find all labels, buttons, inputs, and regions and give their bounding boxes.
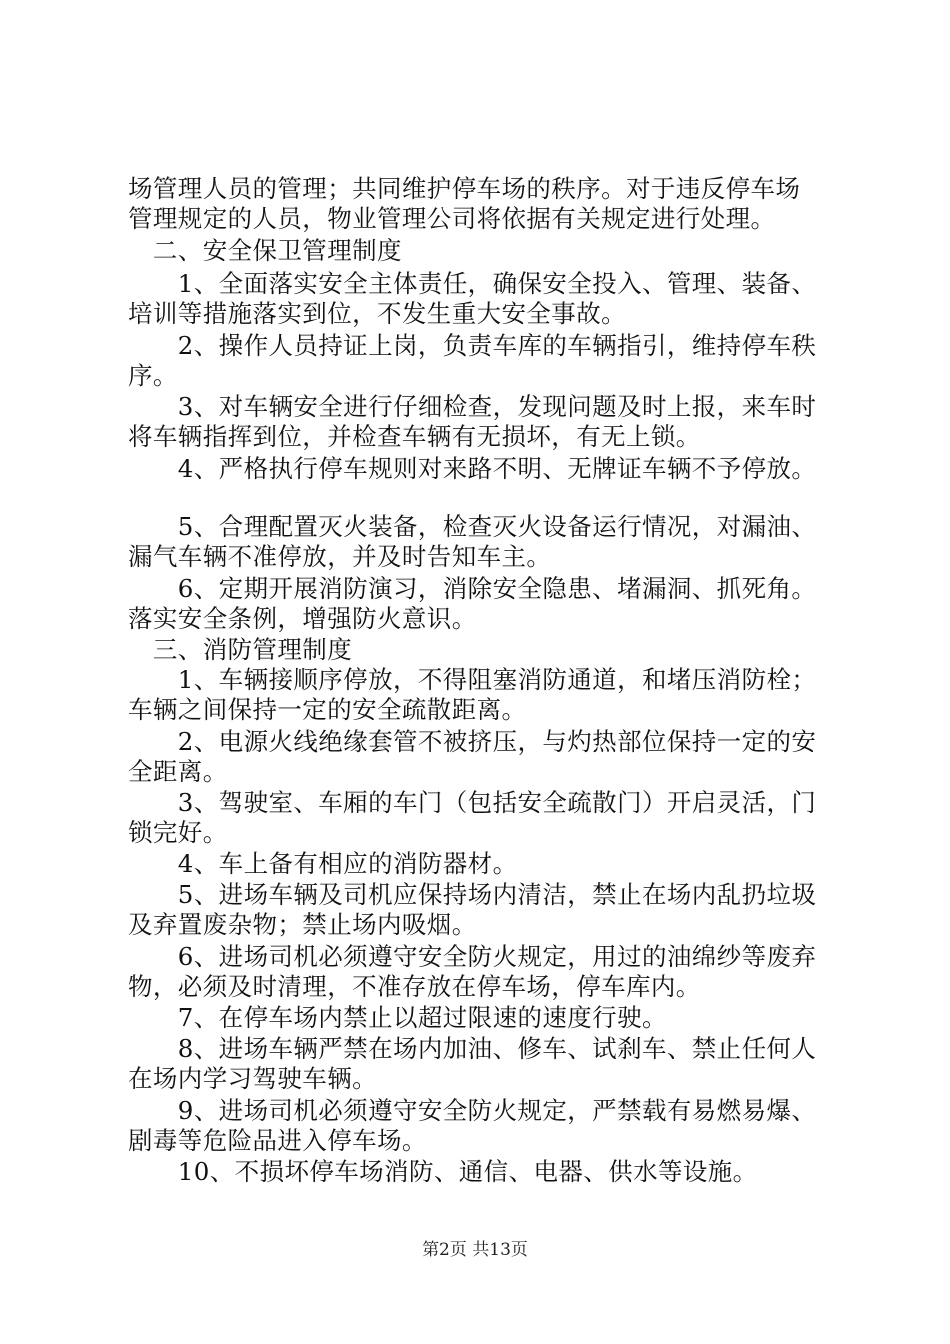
text-line: 5、合理配置灭火装备，检查灭火设备运行情况，对漏油、 [128,512,817,541]
text-line: 物，必须及时清理，不准存放在停车场，停车库内。 [128,972,701,1001]
text-line: 锁完好。 [128,818,228,847]
text-line: 3、驾驶室、车厢的车门（包括安全疏散门）开启灵活，门 [128,788,817,817]
text-line: 及弃置废杂物；禁止场内吸烟。 [128,910,477,939]
text-line: 序。 [128,361,178,390]
section-heading: 三、消防管理制度 [128,635,353,664]
text-line: 6、定期开展消防演习，消除安全隐患、堵漏洞、抓死角。 [128,574,817,603]
text-line: 在场内学习驾驶车辆。 [128,1064,377,1093]
text-line: 将车辆指挥到位，并检查车辆有无损坏，有无上锁。 [128,422,701,451]
text-line: 剧毒等危险品进入停车场。 [128,1126,427,1155]
text-line: 10、不损坏停车场消防、通信、电器、供水等设施。 [128,1157,758,1186]
text-line: 9、进场司机必须遵守安全防火规定，严禁载有易燃易爆、 [128,1096,817,1125]
text-line: 全距离。 [128,757,228,786]
text-line: 4、严格执行停车规则对来路不明、无牌证车辆不予停放。 [128,454,817,483]
text-line: 管理规定的人员，物业管理公司将依据有关规定进行处理。 [128,204,776,233]
text-line: 场管理人员的管理；共同维护停车场的秩序。对于违反停车场 [128,174,801,203]
text-line: 漏气车辆不准停放，并及时告知车主。 [128,542,552,571]
text-line: 落实安全条例，增强防火意识。 [128,604,477,633]
text-line: 5、进场车辆及司机应保持场内清洁，禁止在场内乱扔垃圾 [128,880,817,909]
text-line: 4、车上备有相应的消防器材。 [128,849,518,878]
text-line: 1、车辆接顺序停放，不得阻塞消防通道，和堵压消防栓； [128,665,817,694]
text-line: 3、对车辆安全进行仔细检查，发现问题及时上报，来车时 [128,392,817,421]
text-line: 2、操作人员持证上岗，负责车库的车辆指引，维持停车秩 [128,331,817,360]
text-line: 1、全面落实安全主体责任，确保安全投入、管理、装备、 [128,269,817,298]
text-line: 7、在停车场内禁止以超过限速的速度行驶。 [128,1003,667,1032]
page-number-footer: 第2页 共13页 [422,1240,528,1260]
text-line: 2、电源火线绝缘套管不被挤压，与灼热部位保持一定的安 [128,727,817,756]
text-line: 培训等措施落实到位，不发生重大安全事故。 [128,299,626,328]
section-heading: 二、安全保卫管理制度 [128,236,402,265]
text-line: 车辆之间保持一定的安全疏散距离。 [128,695,527,724]
text-line: 6、进场司机必须遵守安全防火规定，用过的油绵纱等废弃 [128,942,817,971]
text-line: 8、进场车辆严禁在场内加油、修车、试刹车、禁止任何人 [128,1034,817,1063]
